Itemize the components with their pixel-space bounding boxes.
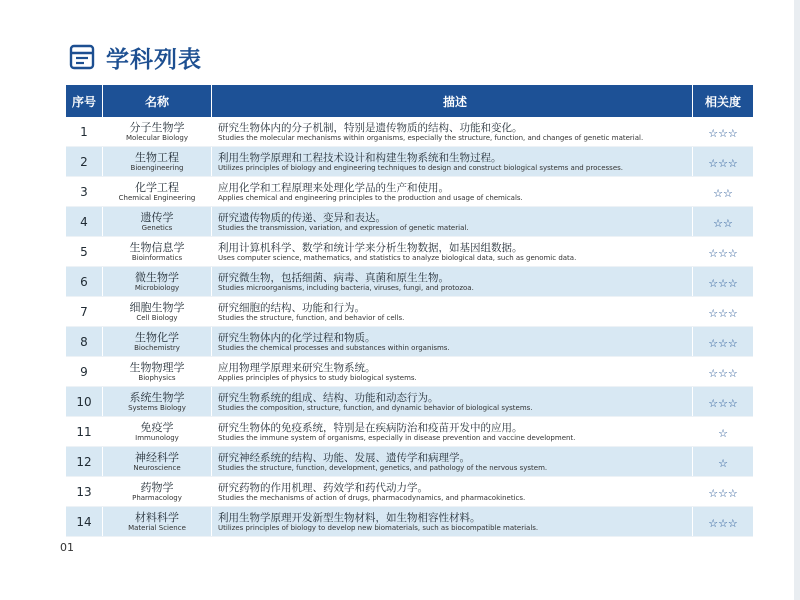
relevance-cell (693, 297, 754, 327)
subject-name-en: Material Science (128, 523, 186, 532)
subject-name-en: Bioinformatics (131, 253, 183, 262)
subject-name (103, 147, 212, 177)
description-zh: 研究细胞的结构、功能和行为。 (218, 301, 365, 314)
page-header (68, 40, 202, 74)
table-row (66, 357, 753, 387)
table-row (66, 447, 753, 477)
subject-description (212, 357, 693, 387)
subject-name-zh: 化学工程 (135, 180, 179, 194)
subject-name-en: Biophysics (138, 373, 176, 382)
table-row (66, 327, 753, 357)
subject-name-zh: 系统生物学 (129, 390, 185, 404)
description-en: Studies the mechanisms of action of drugs, pharmacodynamics, and pharmacokinetics. (218, 493, 526, 502)
subject-name (103, 327, 212, 357)
subject-name (103, 207, 212, 237)
subject-description (212, 177, 693, 207)
table-row (66, 507, 753, 537)
relevance-stars-icon: ☆☆☆ (708, 307, 738, 320)
subject-name-zh: 生物工程 (135, 150, 179, 164)
subject-name-zh: 遗传学 (140, 210, 174, 224)
relevance-stars-icon: ☆☆☆ (708, 157, 738, 170)
subject-name-zh: 生物物理学 (129, 360, 185, 374)
table-row (66, 477, 753, 507)
row-number: 13 (66, 477, 103, 507)
relevance-cell (693, 147, 754, 177)
subject-name (103, 387, 212, 417)
row-number: 10 (66, 387, 103, 417)
description-en: Applies chemical and engineering principles to the production and usage of chemicals. (218, 193, 523, 202)
subject-name (103, 237, 212, 267)
subject-description (212, 327, 693, 357)
subject-name (103, 267, 212, 297)
description-zh: 研究微生物，包括细菌、病毒、真菌和原生生物。 (218, 271, 449, 284)
relevance-stars-icon: ☆☆☆ (708, 337, 738, 350)
relevance-cell (693, 477, 754, 507)
subject-description (212, 117, 693, 147)
description-en: Applies principles of physics to study biological systems. (218, 373, 417, 382)
subject-description (212, 297, 693, 327)
subject-name-en: Molecular Biology (125, 133, 189, 142)
page-edge-stripe (794, 0, 800, 600)
subject-name-zh: 生物化学 (135, 330, 179, 344)
relevance-cell (693, 207, 754, 237)
subject-description (212, 147, 693, 177)
description-en: Utilizes principles of biology to develop new biomaterials, such as biocompatible materials. (218, 523, 539, 532)
subject-name-en: Systems Biology (128, 403, 186, 412)
subject-name (103, 477, 212, 507)
subject-name-en: Chemical Engineering (118, 193, 196, 202)
header-number: 序号 (66, 85, 103, 117)
table-row (66, 237, 753, 267)
row-number: 6 (66, 267, 103, 297)
description-zh: 利用生物学原理和工程技术设计和构建生物系统和生物过程。 (218, 151, 502, 164)
subject-name-en: Immunology (135, 433, 179, 442)
subjects-table (66, 85, 753, 537)
row-number: 8 (66, 327, 103, 357)
description-en: Studies the molecular mechanisms within organisms, especially the structure, function, and changes of genetic material. (218, 133, 644, 142)
relevance-cell (693, 177, 754, 207)
header-relevance: 相关度 (693, 85, 754, 117)
subject-description (212, 237, 693, 267)
subject-name-zh: 细胞生物学 (129, 300, 185, 314)
table-row (66, 417, 753, 447)
table-row (66, 117, 753, 147)
table-row (66, 267, 753, 297)
description-zh: 利用计算机科学、数学和统计学来分析生物数据，如基因组数据。 (218, 241, 523, 254)
relevance-cell (693, 447, 754, 477)
description-en: Studies microorganisms, including bacteria, viruses, fungi, and protozoa. (218, 283, 474, 292)
relevance-cell (693, 387, 754, 417)
row-number: 1 (66, 117, 103, 147)
description-en: Studies the composition, structure, function, and dynamic behavior of biological systems. (218, 403, 533, 412)
table-header-row (66, 85, 753, 117)
row-number: 12 (66, 447, 103, 477)
subject-name (103, 447, 212, 477)
table-row (66, 297, 753, 327)
description-zh: 研究生物体的免疫系统，特别是在疾病防治和疫苗开发中的应用。 (218, 421, 523, 434)
relevance-cell (693, 327, 754, 357)
description-zh: 研究生物体内的分子机制，特别是遗传物质的结构、功能和变化。 (218, 121, 523, 134)
relevance-cell (693, 507, 754, 537)
relevance-stars-icon: ☆☆ (713, 217, 733, 230)
subject-name-zh: 神经科学 (135, 450, 179, 464)
page-number: 01 (60, 541, 74, 554)
subject-name-zh: 分子生物学 (129, 120, 185, 134)
relevance-stars-icon: ☆☆☆ (708, 127, 738, 140)
row-number: 2 (66, 147, 103, 177)
description-en: Uses computer science, mathematics, and statistics to analyze biological data, such as genomic data. (218, 253, 577, 262)
row-number: 7 (66, 297, 103, 327)
description-zh: 研究生物系统的组成、结构、功能和动态行为。 (218, 391, 439, 404)
header-description: 描述 (212, 85, 693, 117)
relevance-stars-icon: ☆☆☆ (708, 277, 738, 290)
row-number: 11 (66, 417, 103, 447)
subject-name (103, 117, 212, 147)
subject-name-en: Neuroscience (133, 463, 181, 472)
description-en: Studies the structure, function, development, genetics, and pathology of the nervous system. (218, 463, 548, 472)
relevance-cell (693, 357, 754, 387)
page-title: 学科列表 (106, 46, 202, 73)
table-row (66, 147, 753, 177)
subject-description (212, 477, 693, 507)
description-en: Studies the immune system of organisms, especially in disease prevention and vaccine development. (218, 433, 576, 442)
relevance-stars-icon: ☆ (718, 427, 728, 440)
table-row (66, 177, 753, 207)
subject-description (212, 267, 693, 297)
relevance-cell (693, 267, 754, 297)
row-number: 4 (66, 207, 103, 237)
relevance-stars-icon: ☆☆☆ (708, 247, 738, 260)
description-zh: 应用化学和工程原理来处理化学品的生产和使用。 (218, 181, 449, 194)
subject-name (103, 357, 212, 387)
row-number: 5 (66, 237, 103, 267)
row-number: 3 (66, 177, 103, 207)
description-en: Studies the structure, function, and behavior of cells. (218, 313, 405, 322)
description-en: Studies the transmission, variation, and expression of genetic material. (218, 223, 469, 232)
subject-name-en: Bioengineering (130, 163, 184, 172)
relevance-stars-icon: ☆☆☆ (708, 487, 738, 500)
subject-name (103, 507, 212, 537)
row-number: 14 (66, 507, 103, 537)
relevance-stars-icon: ☆☆ (713, 187, 733, 200)
subject-name-zh: 药物学 (140, 480, 174, 494)
description-en: Studies the chemical processes and substances within organisms. (218, 343, 450, 352)
table-row (66, 207, 753, 237)
row-number: 9 (66, 357, 103, 387)
subject-description (212, 507, 693, 537)
subject-description (212, 207, 693, 237)
relevance-stars-icon: ☆☆☆ (708, 367, 738, 380)
relevance-cell (693, 117, 754, 147)
description-zh: 研究遗传物质的传递、变异和表达。 (218, 211, 386, 224)
subject-description (212, 387, 693, 417)
subject-name-en: Microbiology (134, 283, 180, 292)
relevance-stars-icon: ☆ (718, 457, 728, 470)
description-zh: 研究神经系统的结构、功能、发展、遗传学和病理学。 (218, 451, 470, 464)
table-row (66, 387, 753, 417)
description-en: Utilizes principles of biology and engineering techniques to design and construct biological systems and processes. (218, 163, 624, 172)
relevance-cell (693, 417, 754, 447)
description-zh: 研究药物的作用机理、药效学和药代动力学。 (218, 481, 428, 494)
subject-name-zh: 生物信息学 (129, 240, 185, 254)
subject-name-en: Pharmacology (132, 493, 182, 502)
subject-description (212, 447, 693, 477)
description-zh: 利用生物学原理开发新型生物材料，如生物相容性材料。 (218, 511, 481, 524)
subject-name (103, 417, 212, 447)
subject-name-zh: 材料科学 (135, 510, 179, 524)
subject-description (212, 417, 693, 447)
subject-name-en: Biochemistry (134, 343, 180, 352)
description-zh: 应用物理学原理来研究生物系统。 (218, 361, 376, 374)
subject-name-zh: 微生物学 (135, 270, 179, 284)
document-list-icon (68, 43, 96, 71)
subject-name (103, 297, 212, 327)
relevance-stars-icon: ☆☆☆ (708, 397, 738, 410)
subject-name (103, 177, 212, 207)
description-zh: 研究生物体内的化学过程和物质。 (218, 331, 376, 344)
header-name: 名称 (103, 85, 212, 117)
subject-name-zh: 免疫学 (140, 420, 174, 434)
relevance-cell (693, 237, 754, 267)
subject-name-en: Cell Biology (136, 313, 178, 322)
relevance-stars-icon: ☆☆☆ (708, 517, 738, 530)
subject-name-en: Genetics (141, 223, 173, 232)
